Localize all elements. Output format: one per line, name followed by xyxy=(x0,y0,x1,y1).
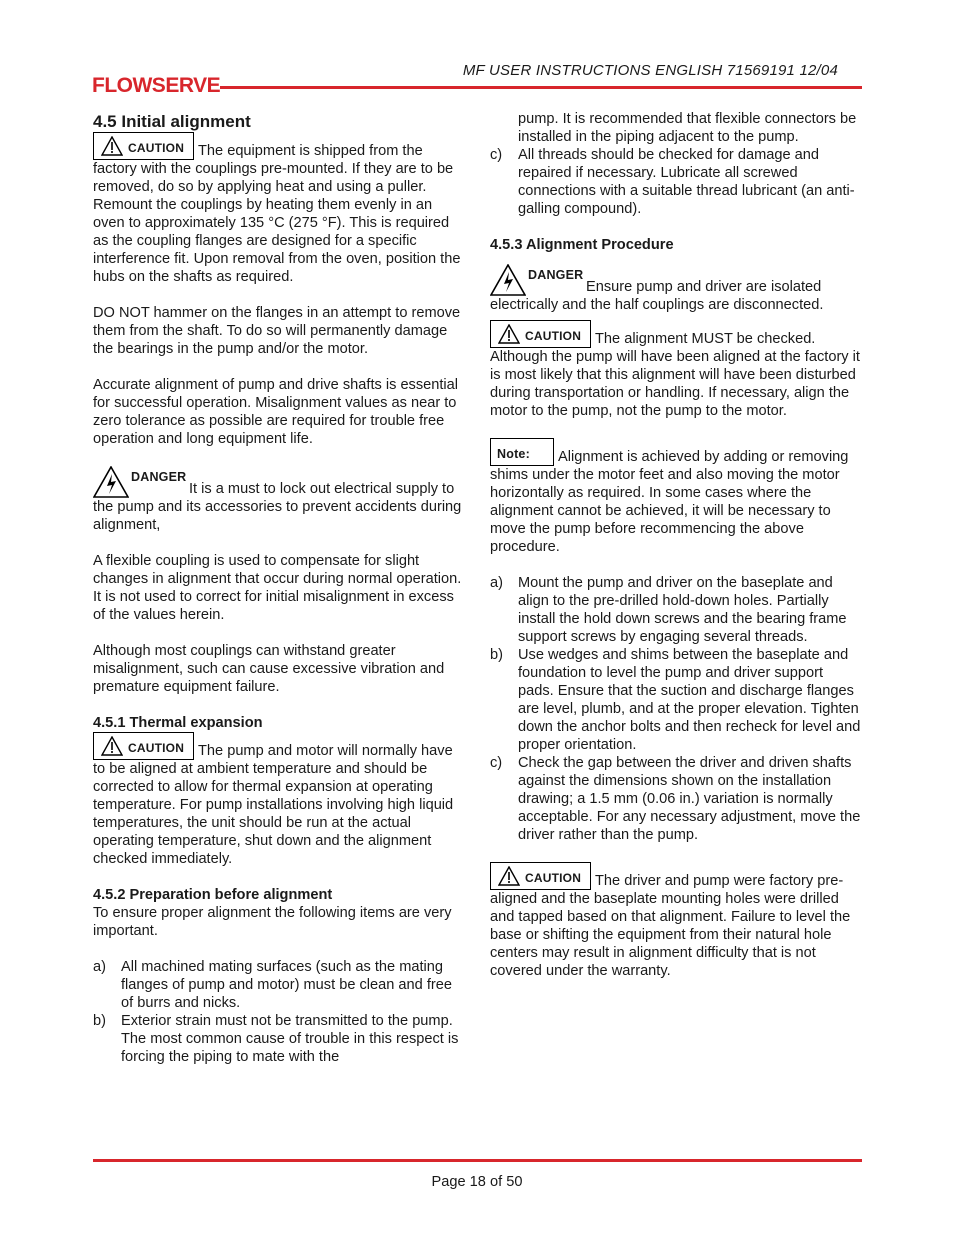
list-item: b) Exterior strain must not be transmitted to the pump. The most common cause of trouble in this respect is forcing the piping to mate with the xyxy=(93,1013,459,1065)
list-item-continued: pump. It is recommended that flexible connectors be installed in the piping adjacent to the pump. xyxy=(518,111,857,145)
header-rule xyxy=(220,86,862,89)
list-item: b) Use wedges and shims between the baseplate and foundation to level the pump and driver support pads. Ensure that the suction and discharge flanges are level, plumb, and at the proper elevation. Tighten down the anchor bolts and then recheck for level and proper orientation. xyxy=(490,647,861,753)
list-item: c) Check the gap between the driver and driven shafts against the dimensions shown on the installation drawing; a 1.5 mm (0.06 in.) variation is normally acceptable. For any necessary adjustment, move the driver rather than the pump. xyxy=(490,755,861,843)
electrical-hazard-icon xyxy=(93,466,129,498)
paragraph: Note: Alignment is achieved by adding or removing shims under the motor feet and also moving the motor horizontally as required. In some cases where the alignment cannot be achieved, it will be necessary to move the pump before recommencing the above procedure. xyxy=(490,438,862,556)
electrical-hazard-icon xyxy=(490,264,526,296)
paragraph: CAUTION The driver and pump were factory pre-aligned and the baseplate mounting holes were drilled and tapped based on that alignment. Failure to level the base or shifting the equipment from their natural hole centers may result in alignment difficulty that is not covered under the warranty. xyxy=(490,862,862,980)
paragraph: DANGER It is a must to lock out electrical supply to the pump and its accessories to prevent accidents during alignment, xyxy=(93,466,463,534)
paragraph: DANGER Ensure pump and driver are isolated electrically and the half couplings are disconnected. xyxy=(490,264,862,314)
warning-triangle-icon xyxy=(498,324,520,344)
caution-badge: CAUTION xyxy=(93,732,194,760)
flowserve-logo: FLOWSERVE xyxy=(92,74,221,97)
paragraph: CAUTION The pump and motor will normally have to be aligned at ambient temperature and should be corrected to allow for thermal expansion at operating temperature. For pump installations involving high liquid temperatures, the unit should be run at the actual operating temperature, shut down and the alignment checked immediately. xyxy=(93,732,463,868)
section-heading: 4.5 Initial alignment xyxy=(93,112,251,131)
paragraph: To ensure proper alignment the following items are very important. xyxy=(93,905,452,939)
danger-badge: DANGER xyxy=(93,466,185,498)
warning-triangle-icon xyxy=(101,136,123,156)
list-item: a) Mount the pump and driver on the baseplate and align to the pre-drilled hold-down holes. Partially install the hold down screws and the bearing frame support screws by engaging several threads. xyxy=(490,575,847,645)
list-item: c) All threads should be checked for damage and repaired if necessary. Lubricate all screwed connections with a suitable thread lubricant (an anti-galling compound). xyxy=(490,147,855,217)
left-column xyxy=(93,112,463,1066)
warning-triangle-icon xyxy=(101,736,123,756)
subsection-heading: 4.5.3 Alignment Procedure xyxy=(490,237,674,253)
note-badge: Note: xyxy=(490,438,554,466)
document-title: MF USER INSTRUCTIONS ENGLISH 71569191 12/04 xyxy=(462,62,838,79)
subsection-heading: 4.5.2 Preparation before alignment xyxy=(93,887,333,903)
caution-badge: CAUTION xyxy=(93,132,194,160)
footer-rule xyxy=(93,1159,862,1162)
right-column xyxy=(490,110,862,980)
page-number: Page 18 of 50 xyxy=(431,1174,523,1190)
caution-badge: CAUTION xyxy=(490,320,591,348)
list-item: a) All machined mating surfaces (such as the mating flanges of pump and motor) must be clean and free of burrs and nicks. xyxy=(93,959,452,1011)
paragraph: A flexible coupling is used to compensate for slight changes in alignment that occur during normal operation. It is not used to correct for initial misalignment in excess of the values herein. xyxy=(93,553,462,623)
paragraph: CAUTION The equipment is shipped from the factory with the couplings pre-mounted. If they are to be removed, do so by applying heat and using a puller. Remount the couplings by heating them evenly in an oven to approximately 135 °C (275 °F). This is required as the coupling flanges are designed for a specific interference fit. Upon removal from the oven, position the hubs on the shafts as required. xyxy=(93,132,463,286)
subsection-heading: 4.5.1 Thermal expansion xyxy=(93,715,263,731)
paragraph: CAUTION The alignment MUST be checked. Although the pump will have been aligned at the factory it is most likely that this alignment will have been disturbed during transportation or handling. If necessary, align the motor to the pump, not the pump to the motor. xyxy=(490,320,862,420)
danger-badge: DANGER xyxy=(490,264,582,296)
caution-badge: CAUTION xyxy=(490,862,591,890)
paragraph: DO NOT hammer on the flanges in an attempt to remove them from the shaft. To do so will permanently damage the bearings in the pump and/or the motor. xyxy=(93,305,461,357)
warning-triangle-icon xyxy=(498,866,520,886)
paragraph: Although most couplings can withstand greater misalignment, such can cause excessive vibration and premature equipment failure. xyxy=(93,643,445,695)
paragraph: Accurate alignment of pump and drive shafts is essential for successful operation. Misalignment values as near to zero tolerance as possible are required for trouble free operation and long equipment life. xyxy=(93,377,459,447)
